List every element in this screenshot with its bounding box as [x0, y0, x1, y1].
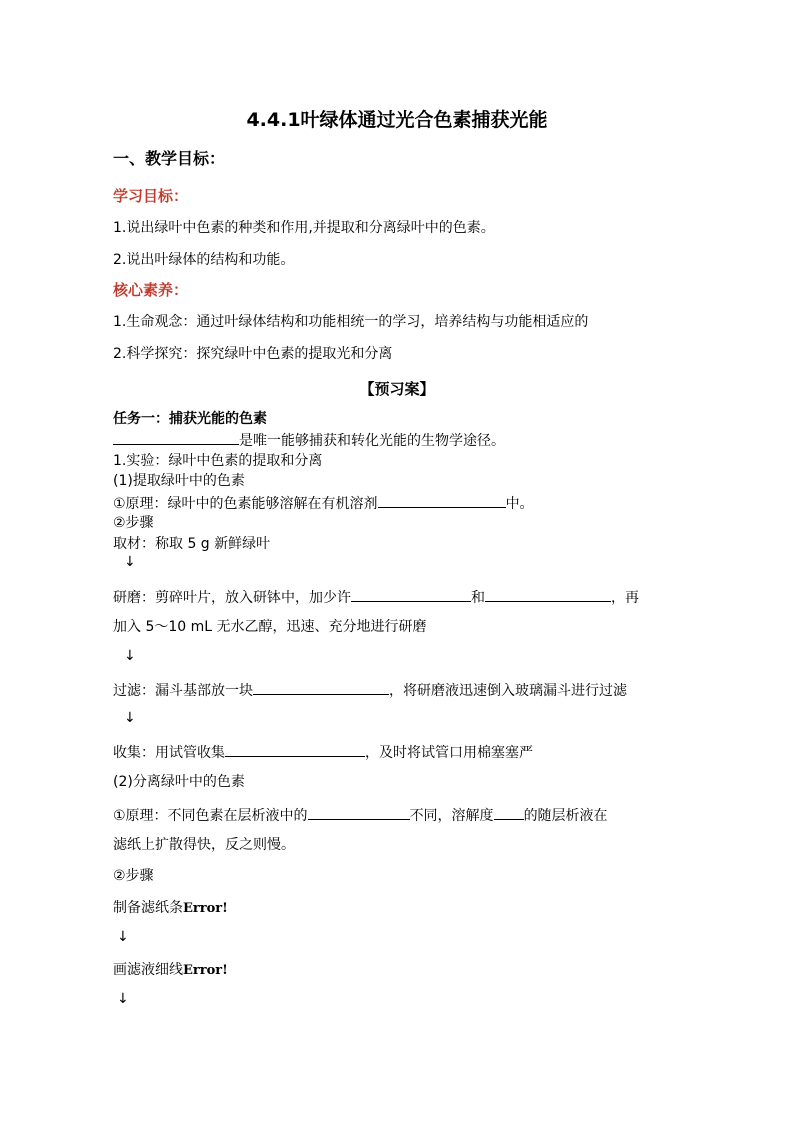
fill-blank[interactable] — [494, 805, 524, 820]
step-prepare-paper — [113, 899, 228, 918]
preview-heading: 【预习案】 — [359, 380, 435, 398]
goal-item-1: 1.说出绿叶中色素的种类和作用,并提取和分离绿叶中的色素。 — [113, 220, 495, 236]
collect-text: 收集：用试管收集 — [113, 745, 225, 761]
grind-text: 研磨：剪碎叶片，放入研钵中，加少许 — [113, 590, 351, 606]
steps-label-2: ②步骤 — [113, 868, 154, 884]
step-grind — [113, 587, 639, 607]
fill-blank[interactable] — [225, 742, 365, 757]
collect-tail: ，及时将试管口用棉塞塞严 — [365, 745, 533, 761]
principle-2-mid: 不同，溶解度 — [409, 808, 494, 824]
fill-blank[interactable] — [378, 493, 506, 508]
principle-1-text: ①原理：绿叶中的色素能够溶解在有机溶剂 — [113, 496, 378, 512]
step-filter — [113, 680, 627, 700]
principle-1-tail: 中。 — [505, 496, 534, 512]
prepare-paper-text: 制备滤纸条 — [113, 900, 183, 916]
learning-goals-label: 学习目标： — [113, 187, 189, 205]
down-arrow-icon: ↓ — [124, 710, 136, 726]
extract-subtitle: (1)提取绿叶中的色素 — [113, 473, 245, 489]
fill-blank[interactable] — [351, 587, 471, 602]
fill-blank[interactable] — [485, 587, 611, 602]
fill-blank[interactable] — [113, 430, 239, 445]
down-arrow-icon: ↓ — [117, 991, 129, 1007]
principle-2-text: ①原理：不同色素在层析液中的 — [113, 808, 308, 824]
error-field: Error! — [183, 901, 228, 916]
draw-line-text: 画滤液细线 — [113, 962, 183, 978]
principle-1 — [113, 493, 534, 513]
principle-2-continued: 滤纸上扩散得快，反之则慢。 — [113, 837, 295, 853]
step-material: 取材：称取 5 g 新鲜绿叶 — [113, 536, 271, 552]
step-grind-continued: 加入 5～10 mL 无水乙醇，迅速、充分地进行研磨 — [113, 619, 427, 635]
core-item-1: 1.生命观念：通过叶绿体结构和功能相统一的学习，培养结构与功能相适应的 — [113, 314, 589, 330]
down-arrow-icon: ↓ — [117, 929, 129, 945]
principle-2 — [113, 805, 608, 825]
statement-text: 是唯一能够捕获和转化光能的生物学途径。 — [239, 433, 505, 449]
principle-2-tail: 的随层析液在 — [523, 808, 608, 824]
task-one-statement — [113, 430, 505, 450]
step-collect — [113, 742, 533, 762]
error-field: Error! — [183, 963, 228, 978]
fill-blank[interactable] — [253, 680, 389, 695]
core-item-2: 2.科学探究：探究绿叶中色素的提取光和分离 — [113, 346, 393, 362]
grind-tail: ，再 — [611, 590, 639, 606]
task-one-heading: 任务一：捕获光能的色素 — [113, 411, 267, 427]
core-literacy-label: 核心素养： — [113, 281, 189, 299]
down-arrow-icon: ↓ — [124, 648, 136, 664]
separate-subtitle: (2)分离绿叶中的色素 — [113, 774, 245, 790]
step-draw-line — [113, 961, 228, 980]
goal-item-2: 2.说出叶绿体的结构和功能。 — [113, 252, 295, 268]
down-arrow-icon: ↓ — [124, 554, 136, 570]
grind-and: 和 — [471, 590, 485, 606]
filter-text: 过滤：漏斗基部放一块 — [113, 683, 253, 699]
experiment-title: 1.实验：绿叶中色素的提取和分离 — [113, 453, 323, 469]
filter-tail: ，将研磨液迅速倒入玻璃漏斗进行过滤 — [389, 683, 627, 699]
document-title: 4.4.1叶绿体通过光合色素捕获光能 — [246, 109, 548, 131]
steps-label-1: ②步骤 — [113, 515, 154, 531]
fill-blank[interactable] — [308, 805, 410, 820]
section-heading-goals: 一、教学目标： — [113, 149, 226, 168]
